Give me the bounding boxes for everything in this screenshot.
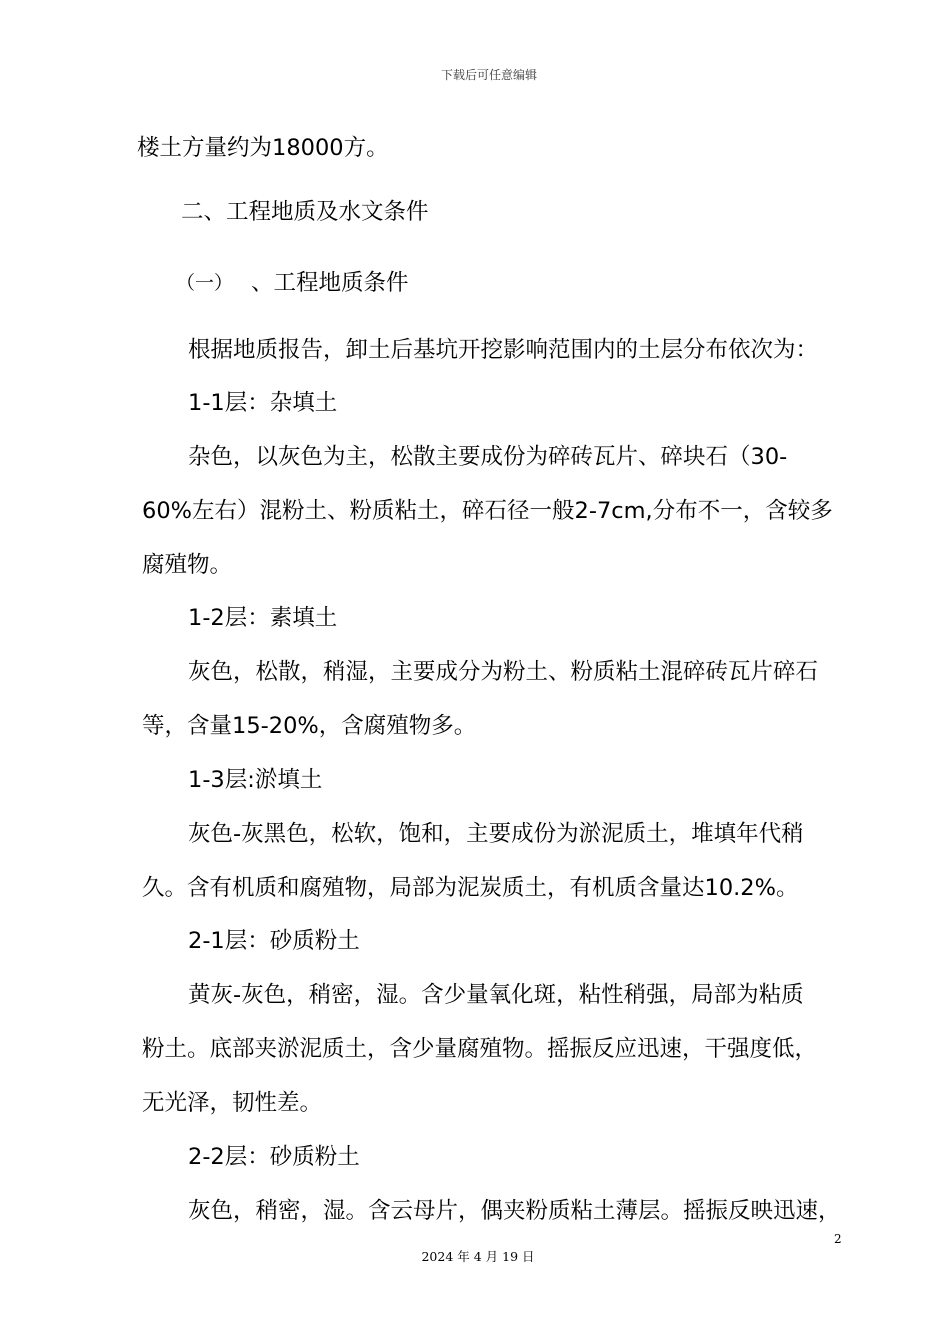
body-line: 根据地质报告，卸土后基坑开挖影响范围内的土层分布依次为：: [188, 337, 819, 363]
body-line: 灰色，稍密，湿。含云母片，偶夹粉质粘土薄层。摇振反映迅速，: [188, 1198, 841, 1224]
footer-date: 2024 年 4 月 19 日: [421, 1249, 535, 1264]
body-line: 楼土方量约为18000方。: [137, 135, 389, 161]
header-note: 下载后可任意编辑: [440, 68, 537, 82]
body-line: 杂色，以灰色为主，松散主要成份为碎砖瓦片、碎块石（30-: [188, 444, 788, 470]
layer-heading: 2-1层：砂质粉土: [188, 928, 360, 954]
page-number: 2: [834, 1232, 842, 1246]
layer-heading: 1-2层：素填土: [188, 605, 338, 631]
subsection-heading: 、工程地质条件: [251, 270, 409, 296]
body-line: 60%左右）混粉土、粉质粘土，碎石径一般2-7cm,分布不一，含较多: [142, 498, 833, 524]
layer-heading: 2-2层：砂质粉土: [188, 1144, 360, 1170]
body-line: 黄灰-灰色，稍密，湿。含少量氧化斑，粘性稍强，局部为粘质: [188, 982, 804, 1008]
body-line: 无光泽，韧性差。: [142, 1090, 323, 1116]
body-line: 腐殖物。: [142, 552, 233, 578]
layer-heading: 1-3层:淤填土: [188, 767, 323, 793]
body-line: 粉土。底部夹淤泥质土，含少量腐殖物。摇振反应迅速，干强度低，: [142, 1036, 818, 1062]
subsection-number: （一）: [176, 272, 234, 294]
body-line: 灰色，松散，稍湿，主要成分为粉土、粉质粘土混碎砖瓦片碎石: [188, 659, 819, 685]
body-line: 久。含有机质和腐殖物，局部为泥炭质土，有机质含量达10.2%。: [142, 875, 799, 901]
layer-heading: 1-1层：杂填土: [188, 390, 338, 416]
body-line: 等，含量15-20%，含腐殖物多。: [142, 713, 477, 739]
body-line: 灰色-灰黑色，松软，饱和，主要成份为淤泥质土，堆填年代稍: [188, 821, 804, 847]
section-heading: 二、工程地质及水文条件: [181, 199, 429, 225]
